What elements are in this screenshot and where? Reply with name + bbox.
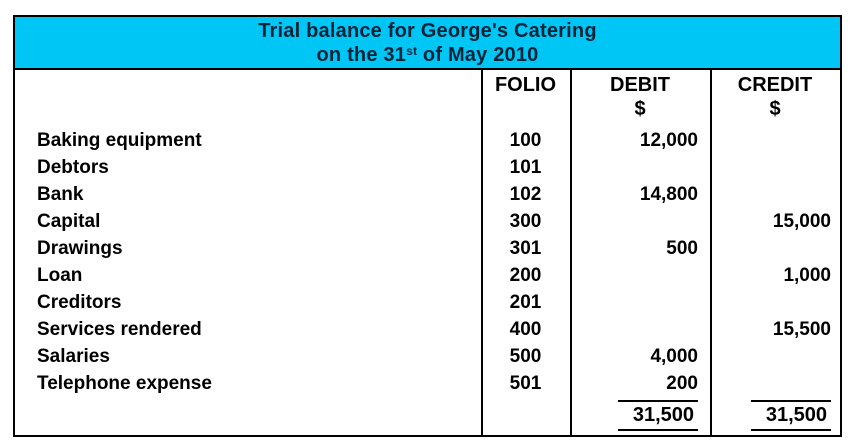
column-divider-debit-left [570, 70, 572, 435]
folio-number: 102 [509, 184, 542, 205]
table-body [15, 70, 840, 435]
credit-amount [710, 289, 840, 316]
table-row [15, 370, 840, 397]
table-row [15, 289, 840, 316]
debit-amount [570, 154, 710, 181]
folio-number: 101 [509, 157, 542, 178]
folio-number: 501 [509, 373, 542, 394]
folio-column-header: FOLIO [494, 74, 557, 96]
credit-currency-symbol: $ [769, 98, 781, 120]
debit-total: 31,500 [618, 400, 698, 431]
table-title-banner [15, 17, 840, 70]
debit-column-header: DEBIT [610, 74, 670, 96]
credit-amount [710, 370, 840, 397]
credit-amount: 15,500 [772, 319, 831, 340]
debit-amount [570, 208, 710, 235]
title-line-2 [15, 43, 840, 67]
column-divider-folio-left [481, 70, 483, 435]
credit-amount [710, 181, 840, 208]
debit-currency-symbol: $ [634, 98, 646, 120]
credit-amount [710, 343, 840, 370]
credit-amount [710, 235, 840, 262]
folio-number: 201 [509, 292, 542, 313]
table-row [15, 208, 840, 235]
debit-amount [570, 289, 710, 316]
credit-column-header: CREDIT [737, 74, 813, 96]
account-name: Bank [37, 184, 84, 205]
account-name: Services rendered [37, 319, 202, 340]
folio-number: 500 [509, 346, 542, 367]
account-name: Loan [37, 265, 83, 286]
folio-number: 100 [509, 130, 542, 151]
account-name: Drawings [37, 238, 123, 259]
title-line-1: Trial balance for George's Catering [258, 20, 597, 42]
column-header-row [15, 70, 840, 97]
title-date-suffix: of May 2010 [417, 44, 539, 66]
account-column-header [15, 70, 481, 97]
table-row [15, 181, 840, 208]
credit-amount [710, 154, 840, 181]
account-name: Debtors [37, 157, 109, 178]
debit-amount [570, 316, 710, 343]
account-name: Telephone expense [37, 373, 212, 394]
debit-amount: 4,000 [650, 346, 698, 367]
title-date-ordinal: st [406, 44, 418, 58]
credit-total: 31,500 [751, 400, 831, 431]
debit-amount: 200 [666, 373, 698, 394]
debit-amount: 500 [666, 238, 698, 259]
credit-amount: 1,000 [783, 265, 831, 286]
table-row [15, 154, 840, 181]
trial-balance-table [13, 15, 842, 437]
table-row [15, 235, 840, 262]
table-row [15, 316, 840, 343]
credit-amount: 15,000 [772, 211, 831, 232]
account-name: Salaries [37, 346, 110, 367]
column-divider-credit-left [710, 70, 712, 435]
account-name: Capital [37, 211, 101, 232]
table-row [15, 262, 840, 289]
title-date-prefix: on the 31 [316, 44, 407, 66]
folio-number: 400 [509, 319, 542, 340]
account-name: Baking equipment [37, 130, 202, 151]
currency-header-row [15, 97, 840, 127]
debit-amount [570, 262, 710, 289]
folio-number: 200 [509, 265, 542, 286]
debit-amount: 14,800 [639, 184, 698, 205]
debit-amount: 12,000 [639, 130, 698, 151]
folio-number: 300 [509, 211, 542, 232]
table-row [15, 127, 840, 154]
credit-amount [710, 127, 840, 154]
table-row [15, 343, 840, 370]
account-name: Creditors [37, 292, 122, 313]
totals-row [15, 400, 840, 435]
folio-number: 301 [509, 238, 542, 259]
